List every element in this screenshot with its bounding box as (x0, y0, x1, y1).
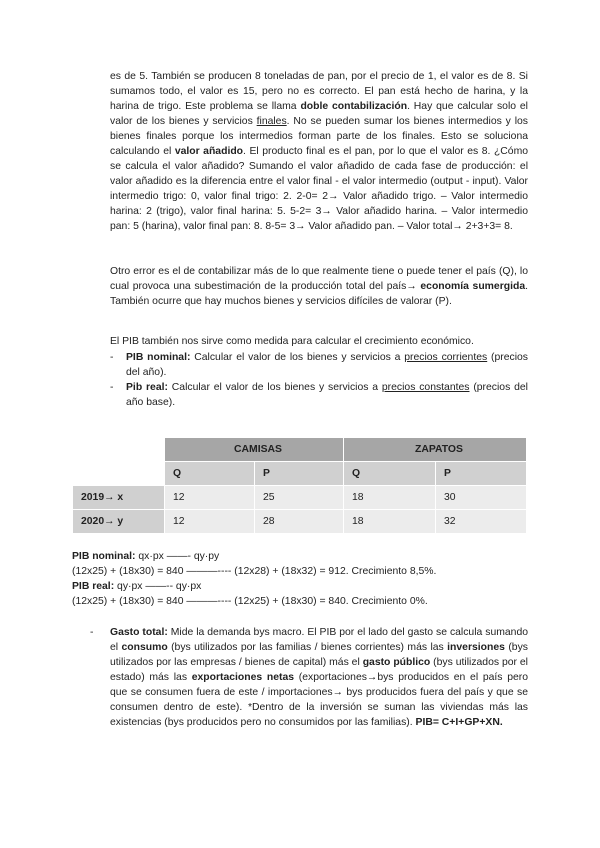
col-header: P (436, 462, 527, 486)
table-cell: 18 (344, 510, 436, 534)
bold-term: economía sumergida (420, 281, 526, 292)
formula-nominal (72, 549, 532, 564)
underlined-term: finales (256, 116, 287, 127)
formula-nominal-calc: (12x25) + (18x30) = 840 ———---- (12x28) + (18x32) = 912. Crecimiento 8,5%. (72, 566, 437, 577)
text: (exportaciones→bys producidos en el país pero que se consumen fuera de este / importaciones→ bys producidos fuera del país y que se consumen dentro de este). *Dentro de la inversión se suman las viviendas más las existencias (bys producidos pero no consumidos por las familias). (110, 672, 529, 728)
dash-marker: - (110, 382, 114, 393)
table-subheader-row (73, 462, 527, 486)
text: . El producto final es el pan, por lo que el valor es 8. ¿Cómo se calcula el valor añadido? Sumando el valor añadido de cada fase de producción: el valor añadido es la diferencia entre el valor final - el valor intermedio (output - input). Valor intermedio trigo: 0, valor final trigo: 2. 2-0= 2→ Valor añadido trigo. – Valor intermedio harina: 2 (trigo), valor final harina: 5. 5-2= 3→ Valor añadido harina. – Valor intermedio pan: 5 (harina), valor final pan: 8. 8-5= 3→ Valor añadido pan. – Valor total→ 2+3+3= 8. (110, 146, 529, 232)
bold-term: valor añadido (174, 146, 244, 157)
formula-label: PIB nominal: (72, 551, 136, 562)
price-quantity-table (72, 437, 527, 534)
group-header-camisas: CAMISAS (165, 438, 344, 462)
paragraph-growth: El PIB también nos sirve como medida para calcular el crecimiento económico. (110, 336, 474, 347)
bullet-label: Pib real: (126, 382, 168, 393)
formula-real (72, 579, 532, 594)
text: Mide la demanda bys macro. El PIB por el lado del gasto se calcula sumando el (110, 627, 528, 653)
paragraph-underground-economy (110, 264, 528, 309)
table-corner (73, 462, 165, 486)
paragraph-value-added (110, 69, 528, 234)
text: . No se pueden sumar los bienes intermedios y los bienes finales porque los intermedios forman parte de los finales. Esto se soluciona calculando el (110, 116, 528, 157)
col-header: Q (165, 462, 255, 486)
bullet-pib-nominal (110, 350, 528, 380)
bullet-gasto-total (90, 625, 529, 730)
dash-marker: - (110, 352, 114, 363)
table-cell: 25 (255, 486, 344, 510)
table-cell: 12 (165, 486, 255, 510)
col-header: P (255, 462, 344, 486)
table-cell: 28 (255, 510, 344, 534)
col-header: Q (344, 462, 436, 486)
formula-label: PIB real: (72, 581, 115, 592)
bullet-label: PIB nominal: (126, 352, 191, 363)
text: es de 5. También se producen 8 toneladas de pan, por el precio de 1, el valor es de 8. Si sumamos todo, el valor es 15, pero no es correcto. El pan está hecho de harina, y la harina de trigo. Este problema se llama (110, 71, 528, 112)
formula-real-calc: (12x25) + (18x30) = 840 ———---- (12x25) + (18x30) = 840. Crecimiento 0%. (72, 596, 428, 607)
text: (bys utilizados por el estado) más las (110, 657, 528, 683)
table-corner (73, 438, 165, 462)
table-row (73, 486, 527, 510)
row-label: 2019→ x (73, 486, 165, 510)
bold-term: exportaciones netas (191, 672, 295, 683)
dash-marker: - (90, 627, 94, 638)
text: (precios del año). (126, 352, 528, 378)
text: . Hay que calcular solo el valor de los bienes y servicios (110, 101, 528, 127)
text: Calcular el valor de los bienes y servicios a (167, 382, 382, 393)
bold-term: consumo (121, 642, 168, 653)
row-label: 2020→ y (73, 510, 165, 534)
bold-term: inversiones (447, 642, 505, 653)
table-cell: 18 (344, 486, 436, 510)
bullet-label: Gasto total: (110, 627, 168, 638)
group-header-zapatos: ZAPATOS (344, 438, 527, 462)
text: (bys utilizados por las empresas / bienes de capital) más el (110, 642, 528, 668)
text: Calcular el valor de los bienes y servicios a (190, 352, 405, 363)
text: Otro error es el de contabilizar más de lo que realmente tiene o puede tener el país (Q), lo cual provoca una subestimación de la producción total del país→ (110, 266, 528, 292)
bold-term: gasto público (362, 657, 431, 668)
bullet-pib-real (110, 380, 528, 410)
formula-expr: qx·px ——- qy·py (135, 551, 220, 562)
formula-expr: qy·px ——-- qy·px (114, 581, 202, 592)
text: (precios del año base). (126, 382, 528, 408)
underlined-term: precios corrientes (404, 352, 488, 363)
underlined-term: precios constantes (381, 382, 470, 393)
table-cell: 30 (436, 486, 527, 510)
bold-term: doble contabilización (300, 101, 408, 112)
table-cell: 32 (436, 510, 527, 534)
table-cell: 12 (165, 510, 255, 534)
table-row (73, 510, 527, 534)
text: (bys utilizados por las familias / bienes corrientes) más las (167, 642, 448, 653)
text: . También ocurre que hay muchos bienes y servicios difíciles de valorar (P). (110, 281, 528, 307)
table-header-row (73, 438, 527, 462)
bold-term: PIB= C+I+GP+XN. (415, 717, 503, 728)
